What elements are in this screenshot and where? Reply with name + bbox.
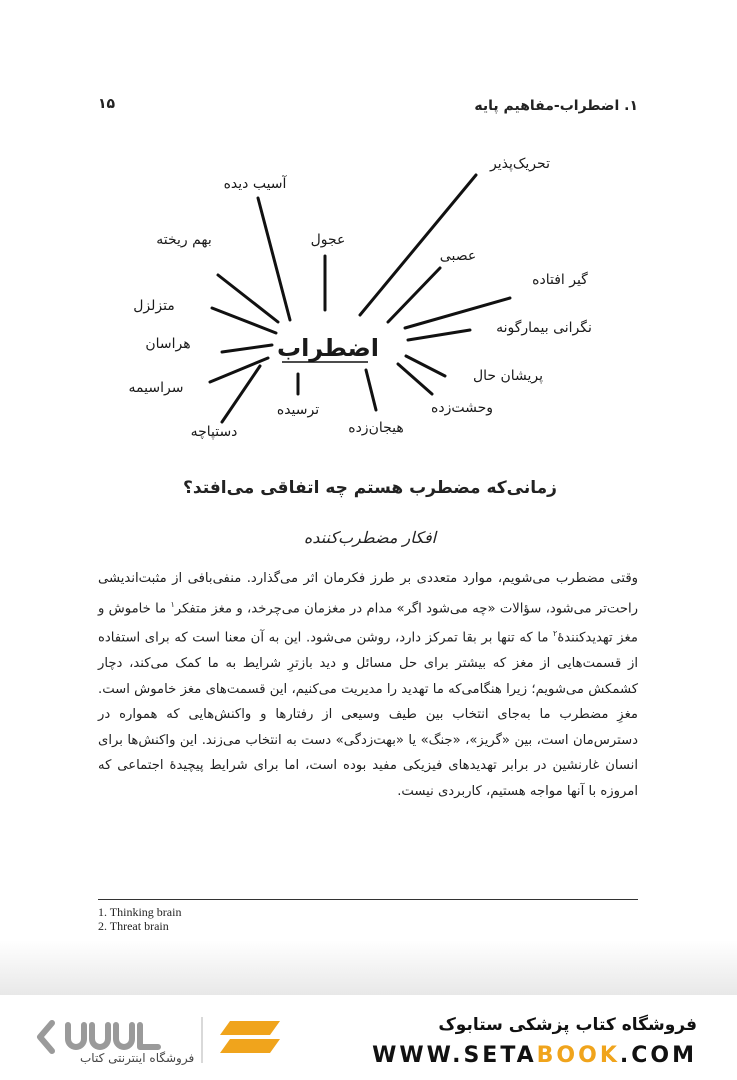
word-sarasimeh: سراسیمه xyxy=(128,380,184,396)
url-prefix: WWW.SETA xyxy=(372,1043,537,1068)
url-suffix: .COM xyxy=(619,1043,697,1068)
footnote-ref-1: ۱ xyxy=(170,599,175,609)
ray-harasan xyxy=(222,345,272,352)
logo-book-icon xyxy=(220,1021,280,1053)
word-vahshatzadeh: وحشت‌زده xyxy=(431,400,493,416)
word-tahrik-pazir: تحریک‌پذیر xyxy=(490,156,550,172)
body-part-2: ما خاموش و مغز تهدیدکنندهٔ xyxy=(98,600,638,646)
footnote-1: 1. Thinking brain xyxy=(98,905,182,919)
ray-vahshat xyxy=(398,364,432,394)
ray-hayajan xyxy=(366,370,376,410)
word-tarsideh: ترسیده xyxy=(276,402,320,418)
ray-negarani xyxy=(408,330,470,340)
store-logo xyxy=(30,1009,290,1071)
body-part-1: وقتی مضطرب می‌شویم، موارد متعددی بر طرز فکرمان اثر می‌گذارد. منفی‌بافی از مثبت‌اندیشی راحت‌تر می‌شود، سؤالات «چه می‌شود اگر» مدام در مغزمان می‌چرخد، و مغز متفکر xyxy=(98,571,639,616)
word-dastpacheh: دستپاچه xyxy=(190,424,238,440)
anxiety-word-diagram xyxy=(110,130,630,460)
logo-chevron-left-icon xyxy=(40,1023,52,1051)
footnote-divider xyxy=(98,899,638,900)
word-negarani: نگرانی بیمارگونه xyxy=(496,320,592,336)
store-url[interactable] xyxy=(372,1043,697,1068)
word-asabi: عصبی xyxy=(439,248,477,264)
page-number: ۱۵ xyxy=(98,96,116,112)
ray-gir xyxy=(405,298,510,328)
word-hayajanzadeh: هیجان‌زده xyxy=(348,420,404,436)
ray-tahrik xyxy=(360,175,476,315)
subtitle: افکار مضطرب‌کننده xyxy=(303,528,437,547)
diagram-rays xyxy=(210,175,510,422)
footnotes xyxy=(98,905,638,933)
word-gir-oftadeh: گیر افتاده xyxy=(532,272,588,288)
store-name: فروشگاه کتاب پزشکی ستابوک xyxy=(438,1015,697,1035)
ray-asabi xyxy=(388,268,440,322)
ray-parishan xyxy=(406,356,445,376)
body-part-3: ما که تنها بر بقا تمرکز دارد، روشن می‌شود. این به آن معنا است که برای استفاده از قسمت‌هایی از مغز که بیشتر برای حل مسائل و دید بازترِ شرایط به ما کمک می‌کند، دچار کشمکش می‌شویم؛ زیرا هنگامی‌که ما تهدید را مدیریت می‌کنیم، این قسمت‌های مغز خاموش است. مغزِ مضطرب ما به‌جای انتخاب بین طیف وسیعی از رفتارها و واکنش‌هایی که همواره در دسترس‌مان است، بین «گریز»، «جنگ» یا «بهت‌زدگی» دست به انتخاب می‌زند. این واکنش‌ها برای انسان غارنشین در برابر تهدیدهای فیزیکی مفید بوده است، اما برای شرایط پیچیدهٔ اجتماعی که امروزه با آنها مواجه هستیم، کاربردی نیست. xyxy=(98,630,638,799)
store-banner xyxy=(0,995,737,1080)
word-asib-dideh: آسیب دیده xyxy=(223,176,287,192)
word-behamrikhteh: بهم ریخته xyxy=(156,232,212,248)
running-header xyxy=(98,94,638,118)
footnote-ref-2: ۲ xyxy=(553,629,558,639)
body-paragraph xyxy=(98,566,638,804)
ray-sarasimeh xyxy=(210,358,268,382)
word-parishan-hal: پریشان حال xyxy=(472,368,544,384)
section-title: زمانی‌که مضطرب هستم چه اتفاقی می‌افتد؟ xyxy=(183,478,557,498)
logo-wordmark-icon xyxy=(68,1025,158,1047)
word-harasan: هراسان xyxy=(145,336,191,352)
logo-tagline: فروشگاه اینترنتی کتاب xyxy=(80,1051,195,1065)
ray-asib xyxy=(258,198,290,320)
footnote-2: 2. Threat brain xyxy=(98,919,169,933)
center-word: اضطراب xyxy=(276,334,380,362)
url-accent: BOOK xyxy=(536,1043,620,1068)
chapter-title: ۱. اضطراب-مفاهیم پایه xyxy=(474,98,638,114)
diagram-svg xyxy=(110,130,630,460)
word-motezalzel: متزلزل xyxy=(133,298,175,314)
word-ajul: عجول xyxy=(310,232,346,248)
page-shadow xyxy=(0,940,737,1000)
